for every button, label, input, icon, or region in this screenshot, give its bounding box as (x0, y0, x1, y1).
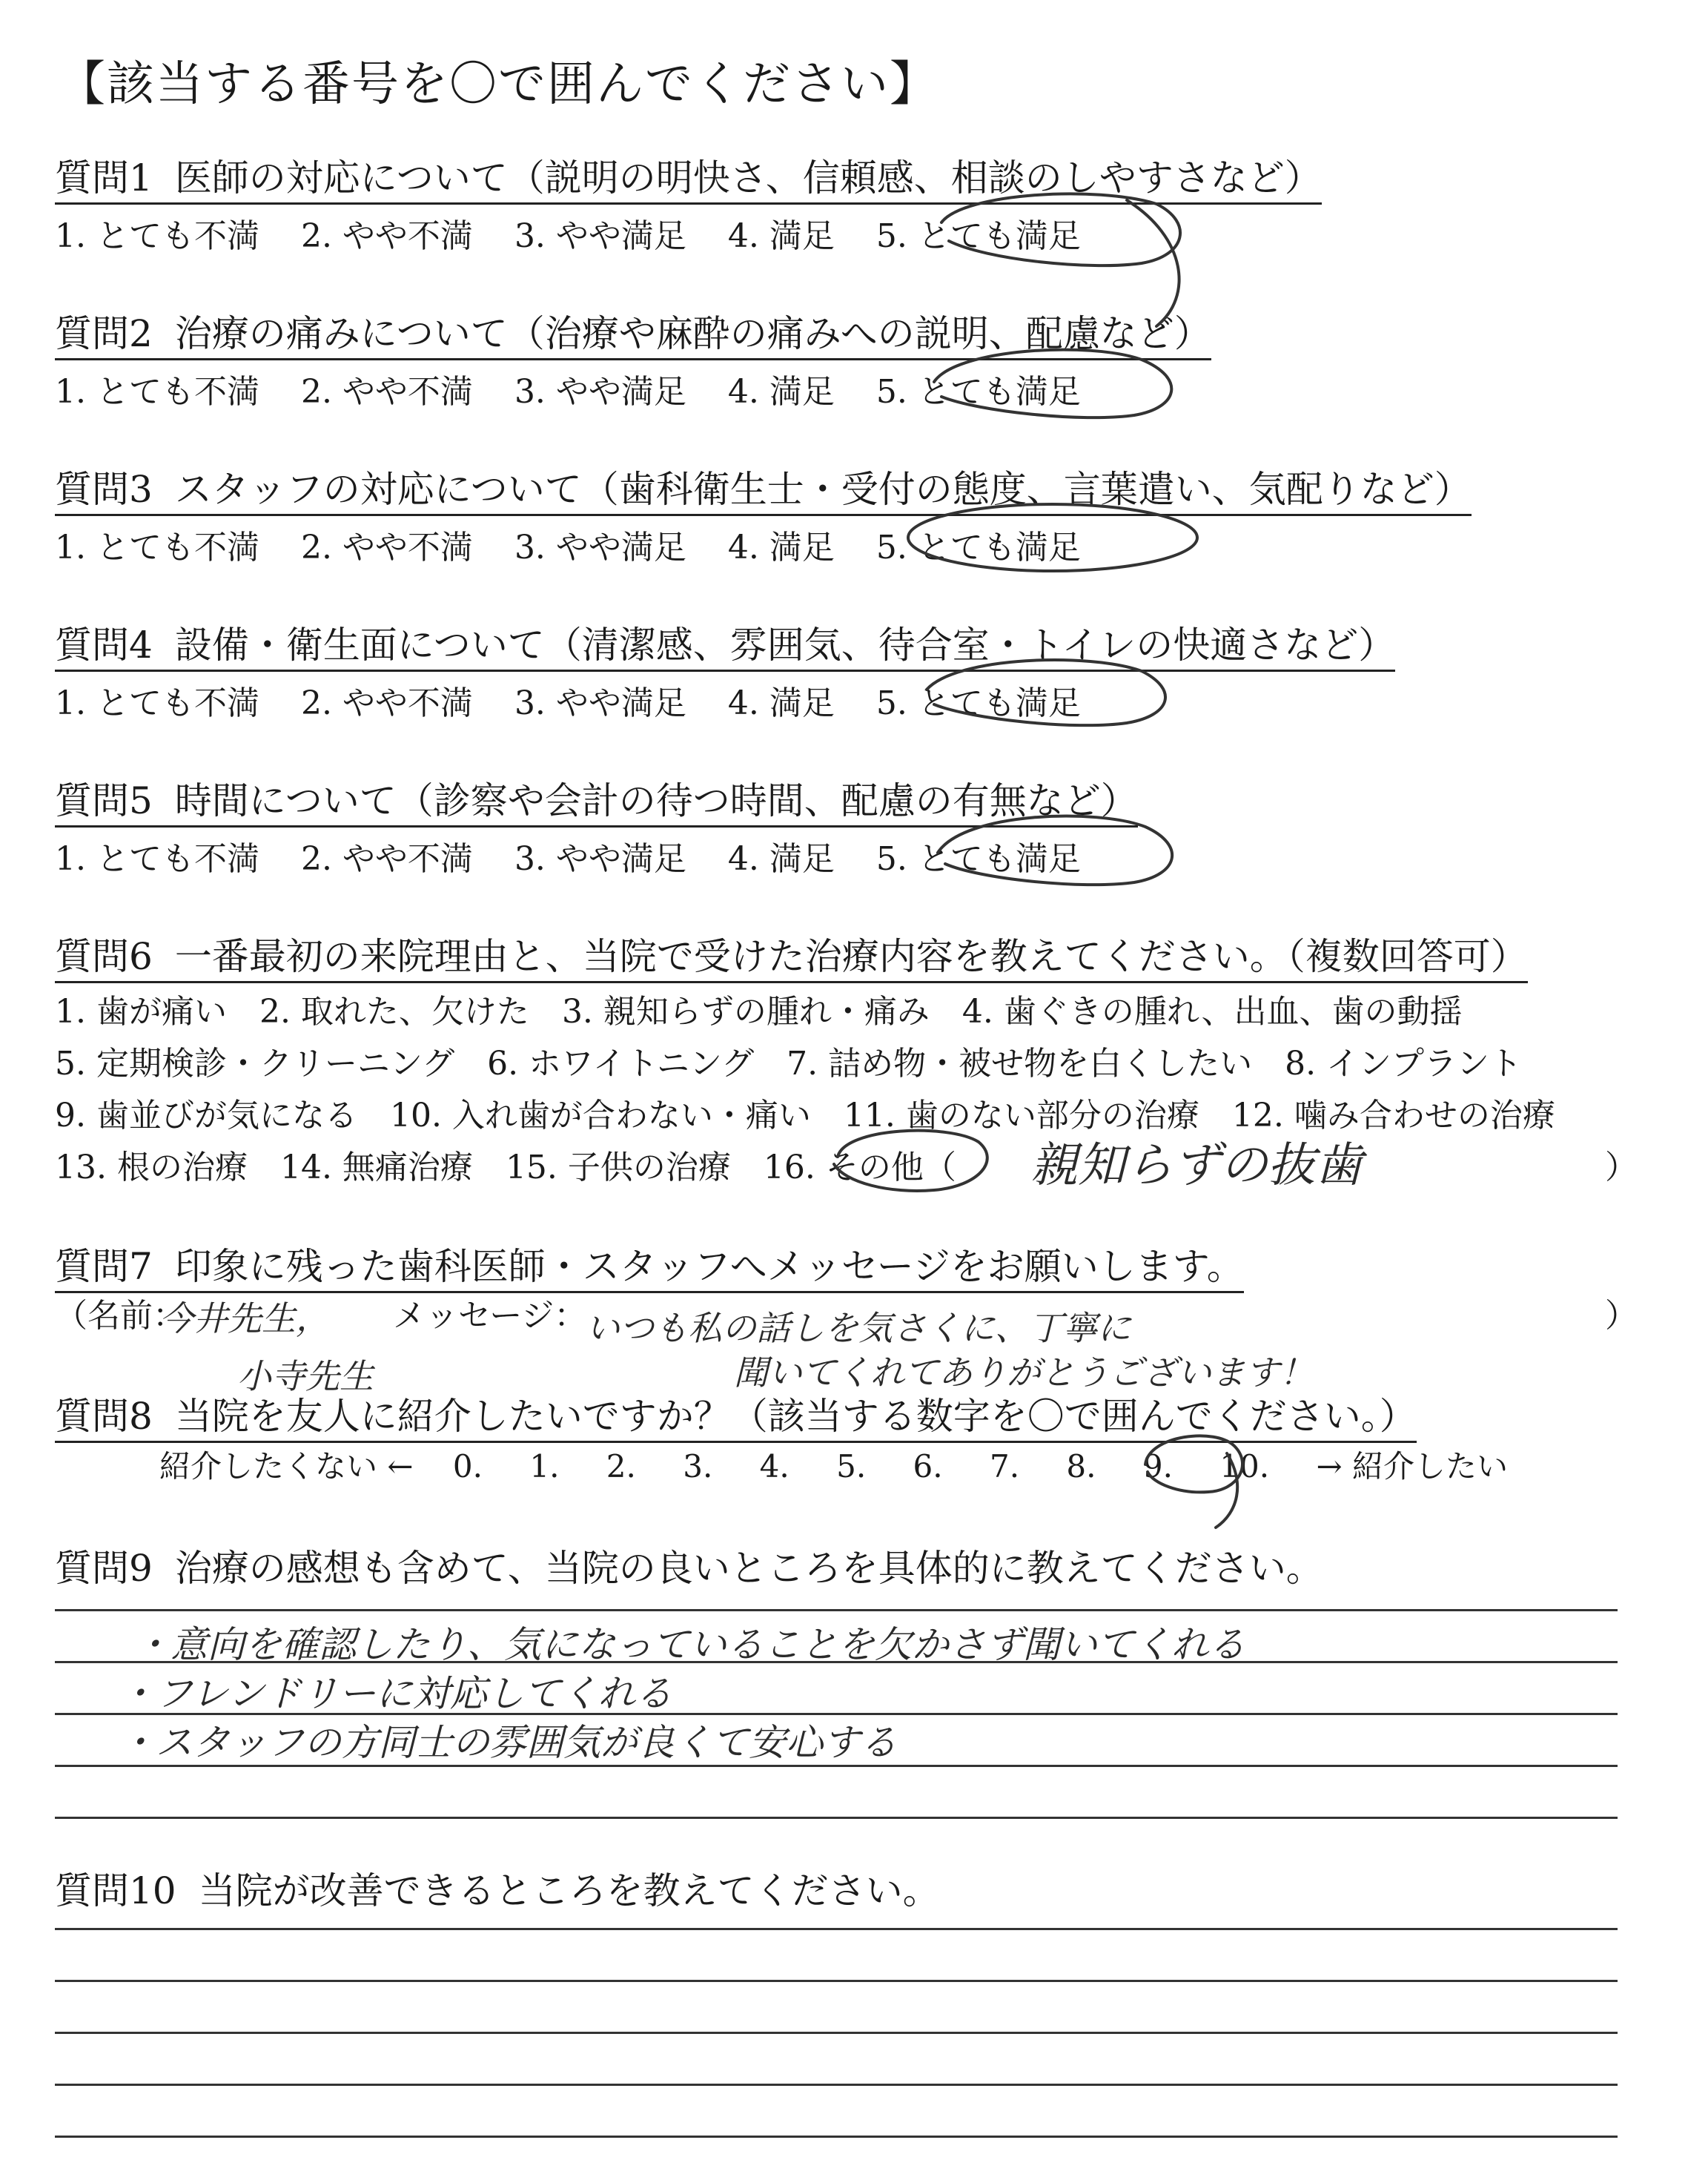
question-text: 設備・衛生面について（清潔感、雰囲気、待合室・トイレの快適さなど） (174, 624, 1396, 667)
question-3 (55, 460, 1472, 513)
question-8 (55, 1387, 1417, 1440)
option-5[interactable]: 5. とても満足 (875, 840, 1081, 878)
question-6 (55, 927, 1528, 980)
recommend-scale (159, 1442, 1508, 1487)
question-9 (55, 1539, 1323, 1592)
scale-9[interactable]: 9. (1142, 1448, 1173, 1484)
option-2[interactable]: 2. やや不満 (300, 529, 473, 567)
option-1[interactable]: 1. とても不満 (55, 684, 259, 722)
question-number: 質問10 (55, 1869, 176, 1912)
option-15[interactable]: 15. 子供の治療 (505, 1149, 731, 1186)
question-number: 質問4 (55, 624, 153, 667)
question-text: 医師の対応について（説明の明快さ、信頼感、相談のしやすさなど） (174, 156, 1322, 199)
scale-2[interactable]: 2. (606, 1448, 636, 1484)
answer-line (55, 2032, 1618, 2034)
handwritten-answer-1[interactable]: ・意向を確認したり、気になっていることを欠かさず聞いてくれる (133, 1623, 1245, 1666)
answer-line (55, 1609, 1618, 1611)
answer-line (55, 1817, 1618, 1819)
option-3[interactable]: 3. やや満足 (514, 684, 686, 722)
option-4[interactable]: 4. 満足 (727, 373, 835, 411)
option-4[interactable]: 4. 満足 (727, 217, 835, 255)
option-2[interactable]: 2. やや不満 (300, 840, 473, 878)
option-5[interactable]: 5. とても満足 (875, 529, 1081, 567)
question-text: スタッフの対応について（歯科衛生士・受付の態度、言葉遣い、気配りなど） (174, 468, 1472, 511)
option-5[interactable]: 5. とても満足 (875, 217, 1081, 255)
scale-3[interactable]: 3. (683, 1448, 713, 1484)
option-1[interactable]: 1. とても不満 (55, 529, 259, 567)
option-4[interactable]: 4. 歯ぐきの腫れ、出血、歯の動揺 (961, 993, 1463, 1031)
page-title: 【該当する番号を〇で囲んでください】 (58, 57, 939, 112)
question-number: 質問5 (55, 779, 153, 822)
question-2 (55, 304, 1211, 357)
option-8[interactable]: 8. インプラント (1285, 1045, 1523, 1083)
option-3[interactable]: 3. やや満足 (514, 217, 686, 255)
other-close-paren: ） (1605, 1149, 1638, 1186)
scale-4[interactable]: 4. (759, 1448, 790, 1484)
question-text: 治療の痛みについて（治療や麻酔の痛みへの説明、配慮など） (174, 312, 1211, 355)
question-number: 質問1 (55, 156, 153, 199)
scale-8[interactable]: 8. (1066, 1448, 1096, 1484)
handwritten-answer-3[interactable]: ・スタッフの方同士の雰囲気が良くて安心する (119, 1721, 897, 1764)
option-6[interactable]: 6. ホワイトニング (487, 1045, 755, 1083)
option-13[interactable]: 13. 根の治療 (55, 1149, 248, 1186)
question-text: 治療の感想も含めて、当院の良いところを具体的に教えてください。 (174, 1547, 1323, 1590)
question-5 (55, 771, 1138, 825)
option-1[interactable]: 1. 歯が痛い (55, 993, 227, 1031)
option-2[interactable]: 2. やや不満 (300, 373, 473, 411)
question-text: 印象に残った歯科医師・スタッフへメッセージをお願いします。 (174, 1245, 1244, 1288)
scale-0[interactable]: 0. (452, 1448, 483, 1484)
question-text: 当院が改善できるところを教えてください。 (198, 1869, 940, 1912)
option-5[interactable]: 5. とても満足 (875, 684, 1081, 722)
handwritten-answer-2[interactable]: ・フレンドリーに対応してくれる (119, 1672, 672, 1715)
handwritten-name-1[interactable]: 今井先生， (159, 1298, 330, 1338)
option-2[interactable]: 2. やや不満 (300, 684, 473, 722)
q6-options-row-2 (55, 1037, 1555, 1084)
handwritten-message-line-1[interactable]: いつも私の話しを気さくに、丁寧に (586, 1308, 1131, 1348)
question-number: 質問8 (55, 1395, 153, 1438)
option-4[interactable]: 4. 満足 (727, 529, 835, 567)
question-text: 時間について（診察や会計の待つ時間、配慮の有無など） (174, 779, 1138, 822)
question-number: 質問9 (55, 1547, 153, 1590)
option-3[interactable]: 3. やや満足 (514, 840, 686, 878)
answer-options-2 (55, 365, 1122, 412)
answer-line (55, 2084, 1618, 2086)
scale-1[interactable]: 1. (529, 1448, 560, 1484)
option-5[interactable]: 5. とても満足 (875, 373, 1081, 411)
option-1[interactable]: 1. とても不満 (55, 217, 259, 255)
option-10[interactable]: 10. 入れ歯が合わない・痛い (389, 1097, 811, 1135)
option-7[interactable]: 7. 詰め物・被せ物を白くしたい (787, 1045, 1253, 1083)
option-1[interactable]: 1. とても不満 (55, 373, 259, 411)
scale-right-label: → 紹介したい (1316, 1448, 1508, 1484)
message-close-paren: ） (1605, 1297, 1638, 1335)
handwritten-message-line-2[interactable]: 聞いてくれてありがとうございます！ (734, 1353, 1314, 1393)
scale-10[interactable]: 10. (1219, 1448, 1270, 1484)
option-5[interactable]: 5. 定期検診・クリーニング (55, 1045, 455, 1083)
option-11[interactable]: 11. 歯のない部分の治療 (843, 1097, 1199, 1135)
question-number: 質問3 (55, 468, 153, 511)
option-3[interactable]: 3. やや満足 (514, 373, 686, 411)
option-12[interactable]: 12. 噛み合わせの治療 (1231, 1097, 1555, 1135)
answer-line (55, 1928, 1618, 1930)
question-number: 質問6 (55, 935, 153, 978)
question-number: 質問7 (55, 1245, 153, 1288)
question-1 (55, 148, 1322, 202)
answer-options-3 (55, 521, 1122, 568)
option-1[interactable]: 1. とても不満 (55, 840, 259, 878)
other-answer-handwritten[interactable]: 親知らずの抜歯 (1030, 1138, 1363, 1193)
option-2[interactable]: 2. やや不満 (300, 217, 473, 255)
option-3[interactable]: 3. 親知らずの腫れ・痛み (561, 993, 930, 1031)
answer-options-1 (55, 209, 1122, 257)
question-number: 質問2 (55, 312, 153, 355)
answer-options-4 (55, 676, 1122, 724)
q6-options-row-4 (55, 1140, 989, 1188)
option-4[interactable]: 4. 満足 (727, 840, 835, 878)
option-14[interactable]: 14. 無痛治療 (279, 1149, 473, 1186)
option-3[interactable]: 3. やや満足 (514, 529, 686, 567)
option-4[interactable]: 4. 満足 (727, 684, 835, 722)
message-label: メッセージ： (393, 1297, 587, 1335)
answer-options-5 (55, 832, 1122, 879)
scale-left-label: 紹介したくない ← (159, 1448, 414, 1484)
question-text: 一番最初の来院理由と、当院で受けた治療内容を教えてください。（複数回答可） (174, 935, 1528, 978)
question-10 (55, 1861, 940, 1915)
answer-line (55, 2136, 1618, 2138)
question-text: 当院を友人に紹介したいですか？（該当する数字を〇で囲んでください。） (174, 1395, 1417, 1438)
name-label: （名前： (55, 1297, 185, 1335)
option-16[interactable]: 16. その他（ (763, 1149, 956, 1186)
q6-options-row-1 (55, 985, 1495, 1032)
option-2[interactable]: 2. 取れた、欠けた (259, 993, 529, 1031)
question-4 (55, 615, 1395, 669)
scale-5[interactable]: 5. (836, 1448, 867, 1484)
scale-7[interactable]: 7. (989, 1448, 1020, 1484)
handwritten-name-2[interactable]: 小寺先生 (237, 1356, 374, 1396)
option-9[interactable]: 9. 歯並びが気になる (55, 1097, 357, 1135)
question-7 (55, 1237, 1244, 1290)
answer-line (55, 1980, 1618, 1982)
scale-6[interactable]: 6. (913, 1448, 943, 1484)
